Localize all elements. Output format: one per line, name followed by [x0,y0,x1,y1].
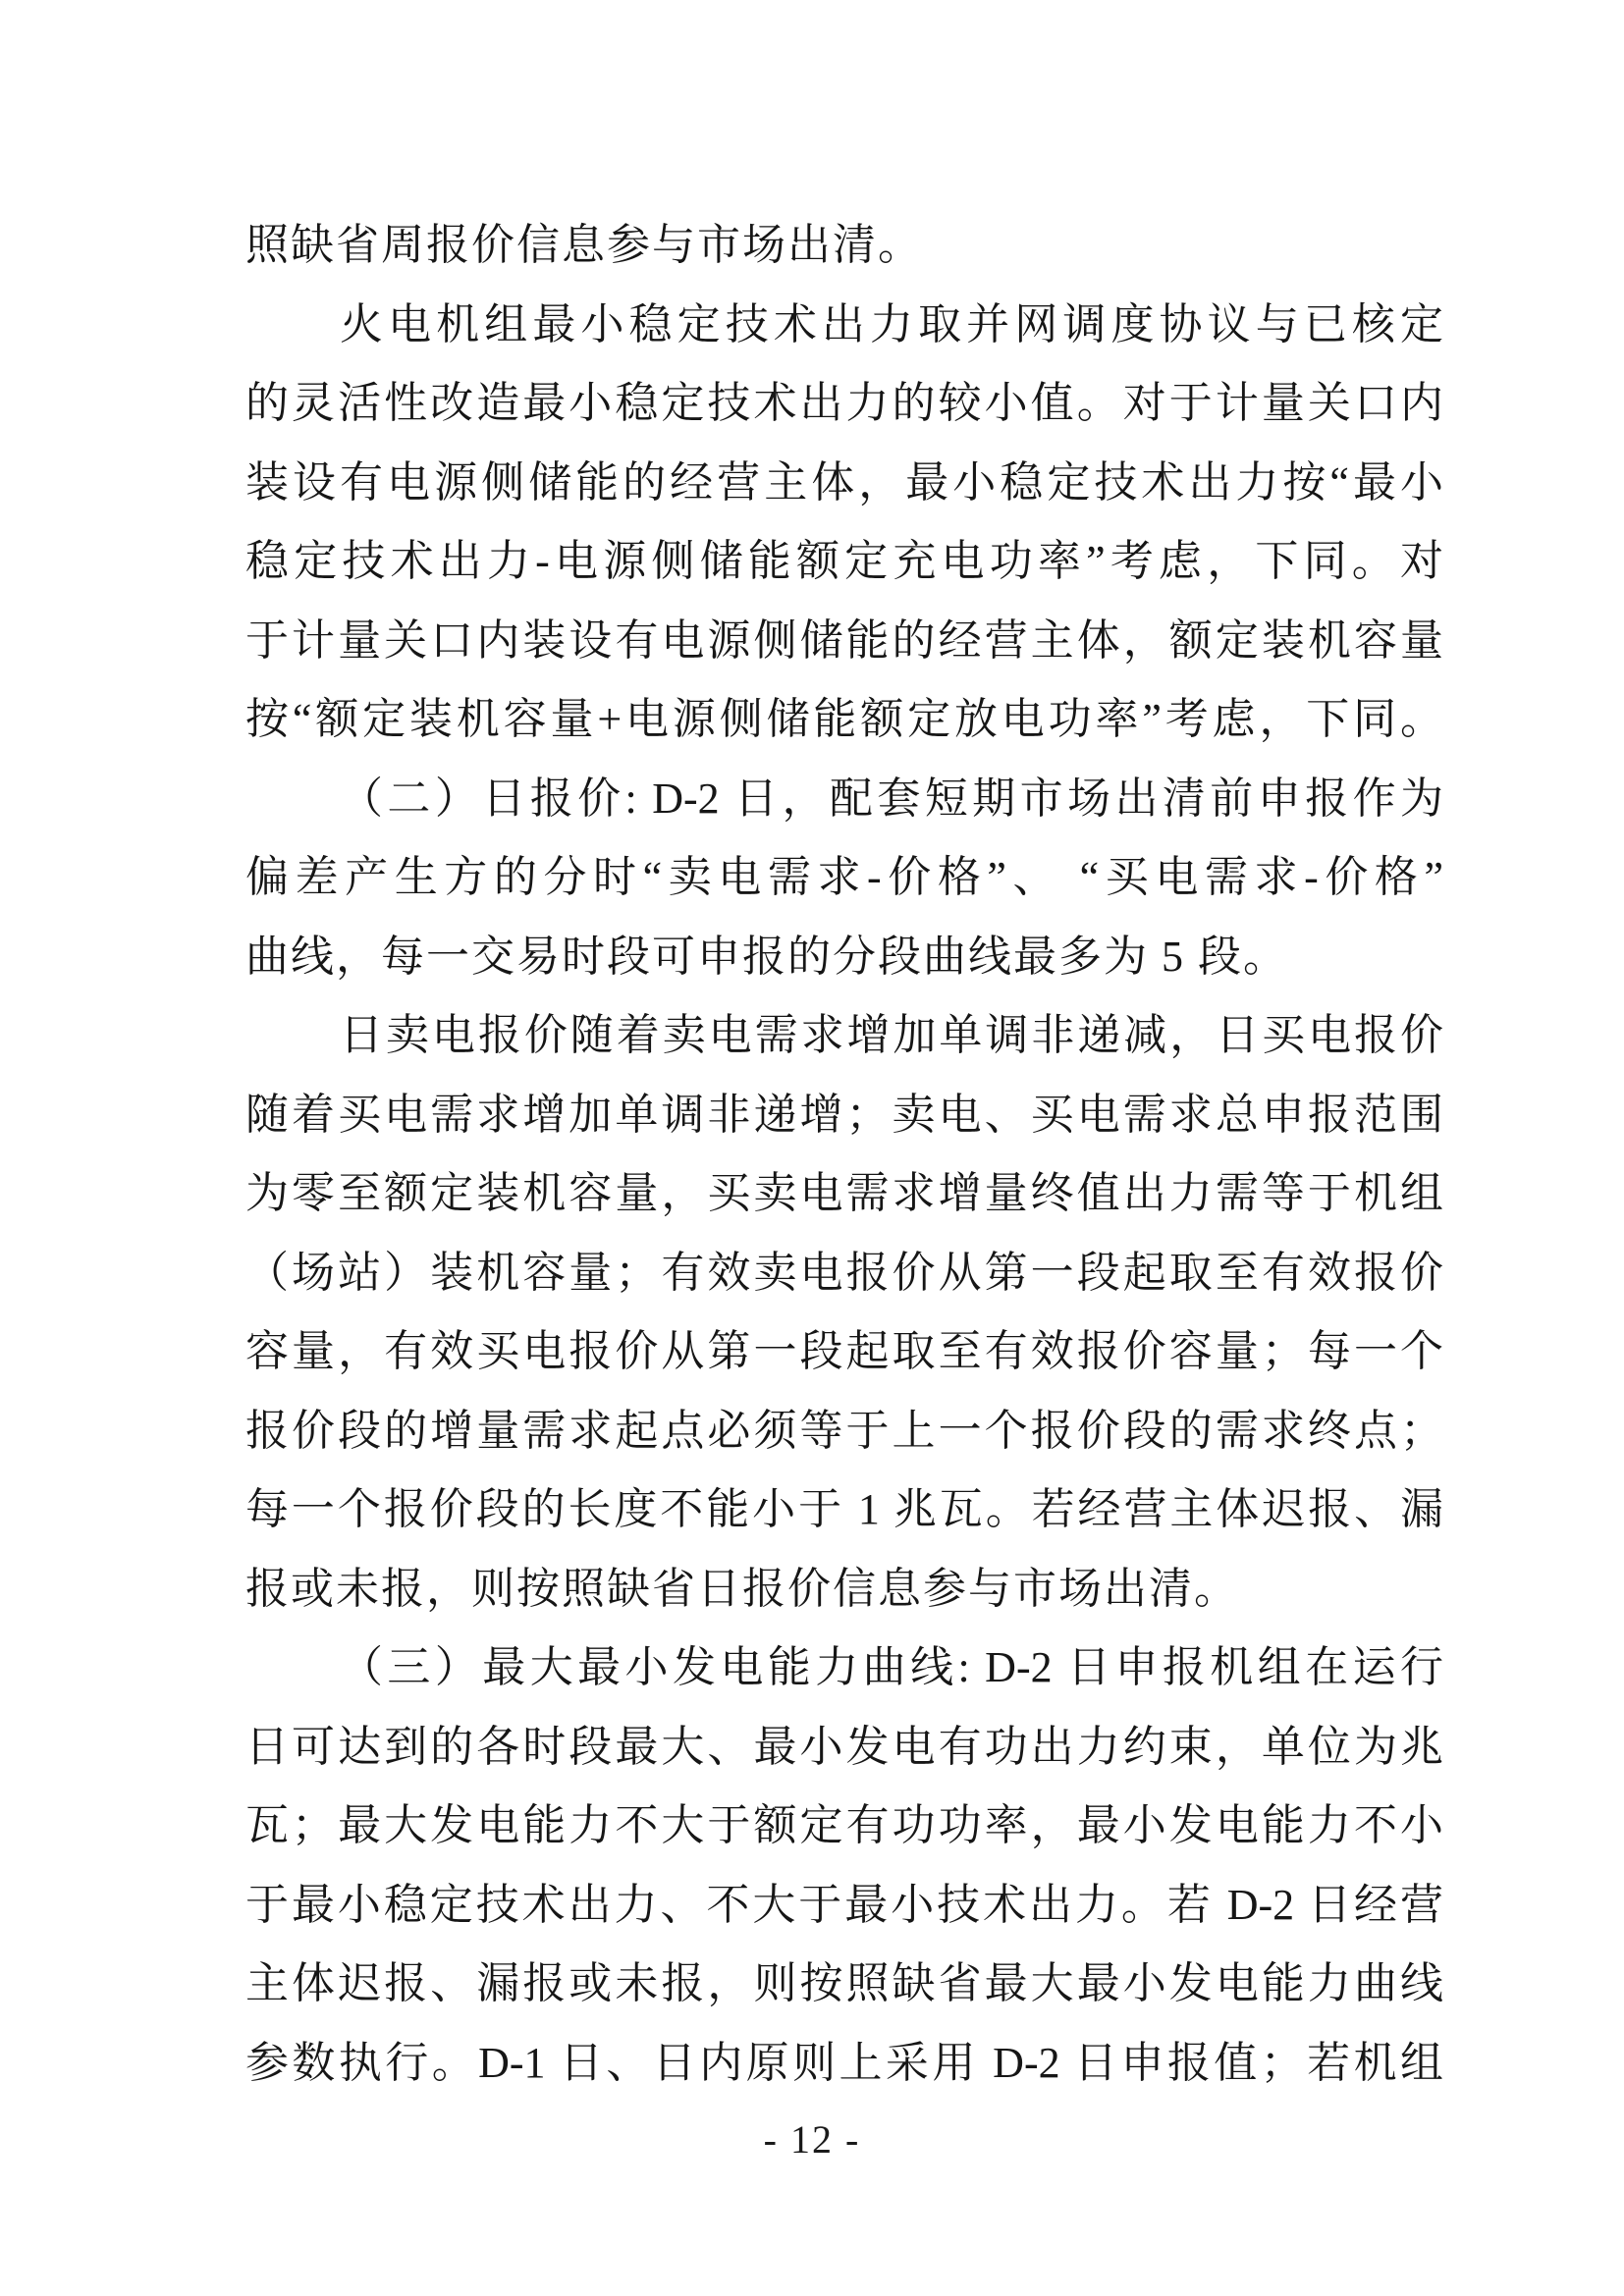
body-line: 按“额定装机容量+电源侧储能额定放电功率”考虑，下同。 [245,695,1443,743]
body-line: 容量，有效买电报价从第一段起取至有效报价容量；每一个 [245,1327,1443,1375]
body-line: 参数执行。D-1 日、日内原则上采用 D-2 日申报值；若机组 [245,2038,1443,2087]
page-number: - 12 - [763,2117,861,2162]
body-line: 于计量关口内装设有电源侧储能的经营主体，额定装机容量 [245,615,1443,665]
body-line: 稳定技术出力-电源侧储能额定充电功率”考虑，下同。对 [245,537,1443,585]
body-line: 照缺省周报价信息参与市场出清。 [245,221,923,269]
body-line: 的灵活性改造最小稳定技术出力的较小值。对于计量关口内 [245,379,1443,427]
body-line: 主体迟报、漏报或未报，则按照缺省最大最小发电能力曲线 [245,1959,1443,2007]
body-line: 日可达到的各时段最大、最小发电有功出力约束，单位为兆 [245,1722,1443,1771]
body-line: 曲线，每一交易时段可申报的分段曲线最多为 5 段。 [245,932,1288,981]
body-line: 报价段的增量需求起点必须等于上一个报价段的需求终点； [245,1406,1443,1455]
body-line: （二）日报价: D-2 日，配套短期市场出清前申报作为 [340,774,1443,823]
body-line: 于最小稳定技术出力、不大于最小技术出力。若 D-2 日经营 [245,1880,1443,1929]
body-line: 随着买电需求增加单调非递增；卖电、买电需求总申报范围 [245,1090,1443,1139]
document-body [245,206,1443,2103]
body-line: 火电机组最小稳定技术出力取并网调度协议与已核定 [340,299,1443,348]
body-line: 报或未报，则按照缺省日报价信息参与市场出清。 [245,1564,1239,1613]
body-line: （三）最大最小发电能力曲线: D-2 日申报机组在运行 [340,1643,1443,1691]
body-line: 为零至额定装机容量，买卖电需求增量终值出力需等于机组 [245,1169,1443,1217]
body-line: 装设有电源侧储能的经营主体，最小稳定技术出力按“最小 [245,457,1443,507]
body-line: 日卖电报价随着卖电需求增加单调非递减，日买电报价 [340,1011,1443,1059]
body-line: 每一个报价段的长度不能小于 1 兆瓦。若经营主体迟报、漏 [245,1485,1443,1533]
body-line: （场站）装机容量；有效卖电报价从第一段起取至有效报价 [245,1248,1443,1297]
body-line: 偏差产生方的分时“卖电需求-价格”、 “买电需求-价格” [245,853,1443,901]
body-line: 瓦；最大发电能力不大于额定有功功率，最小发电能力不小 [245,1801,1443,1849]
